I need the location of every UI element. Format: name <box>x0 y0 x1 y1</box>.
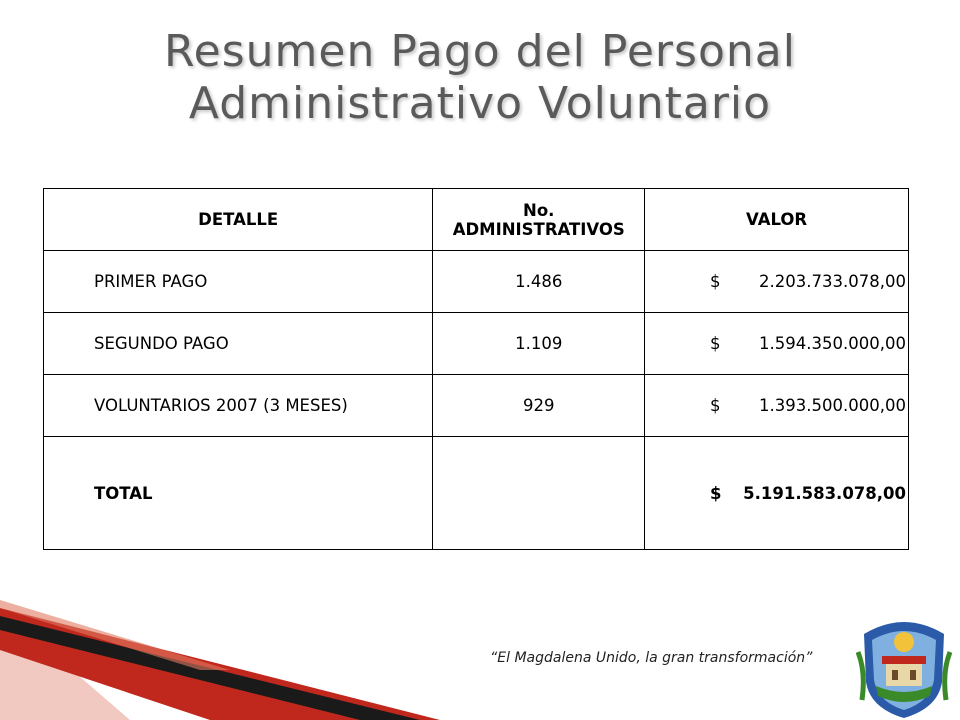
window-icon <box>892 670 898 680</box>
laurel-left-icon <box>858 652 863 700</box>
magdalena-shield-icon <box>856 612 952 720</box>
header-valor: VALOR <box>645 189 909 251</box>
decorative-swoosh <box>0 590 480 720</box>
payment-summary-table <box>43 188 909 550</box>
row-numero: 1.109 <box>433 313 645 375</box>
total-valor <box>645 437 909 550</box>
amount: 2.203.733.078,00 <box>759 272 906 291</box>
shield-band <box>882 656 926 664</box>
sun-icon <box>894 632 914 652</box>
header-numero-line2: ADMINISTRATIVOS <box>452 219 625 239</box>
amount: 1.594.350.000,00 <box>759 334 906 353</box>
currency-symbol: $ <box>710 396 721 415</box>
slide-title-line2: Administrativo Voluntario <box>188 78 772 129</box>
table-row <box>44 251 909 313</box>
table-row <box>44 375 909 437</box>
row-numero: 929 <box>433 375 645 437</box>
row-detalle: SEGUNDO PAGO <box>44 313 433 375</box>
currency-symbol: $ <box>710 334 721 353</box>
table-header-row <box>44 189 909 251</box>
table-row <box>44 313 909 375</box>
header-detalle: DETALLE <box>44 189 433 251</box>
row-valor <box>645 313 909 375</box>
row-valor <box>645 375 909 437</box>
row-numero: 1.486 <box>433 251 645 313</box>
amount: 1.393.500.000,00 <box>759 396 906 415</box>
window-icon <box>910 670 916 680</box>
total-label: TOTAL <box>44 437 433 550</box>
slide-title <box>0 26 960 130</box>
laurel-right-icon <box>945 652 950 700</box>
row-valor <box>645 251 909 313</box>
slide-title-line1: Resumen Pago del Personal <box>164 26 796 77</box>
building-icon <box>886 664 922 686</box>
header-numero-line1: No. <box>523 200 555 220</box>
total-numero <box>433 437 645 550</box>
row-detalle: VOLUNTARIOS 2007 (3 MESES) <box>44 375 433 437</box>
total-amount: 5.191.583.078,00 <box>743 483 906 503</box>
footer-slogan: “El Magdalena Unido, la gran transformación” <box>490 650 813 666</box>
total-row <box>44 437 909 550</box>
currency-symbol: $ <box>710 272 721 291</box>
currency-symbol: $ <box>710 483 722 503</box>
row-detalle: PRIMER PAGO <box>44 251 433 313</box>
header-numero <box>433 189 645 251</box>
